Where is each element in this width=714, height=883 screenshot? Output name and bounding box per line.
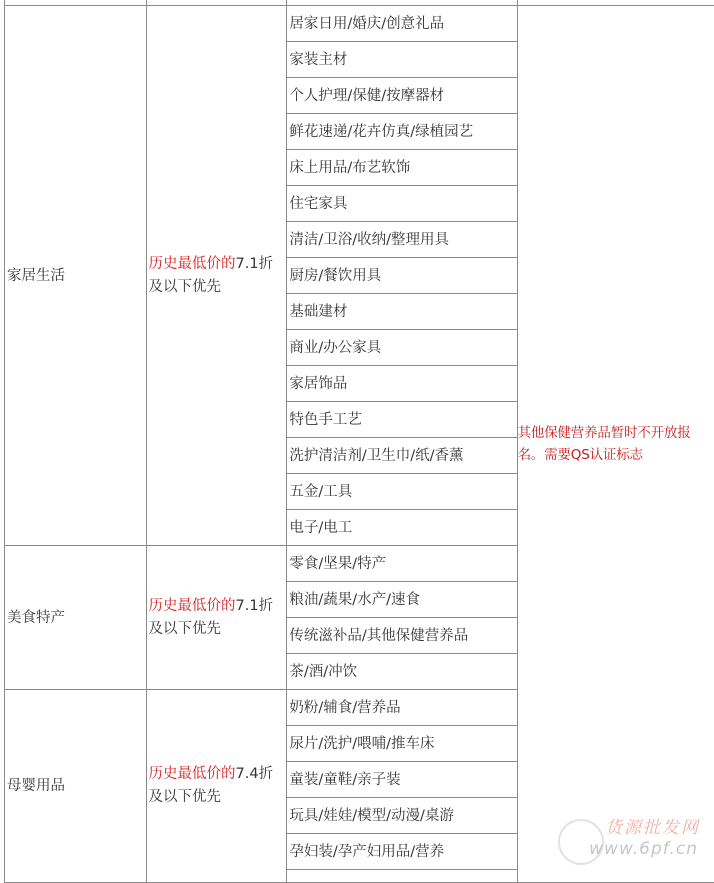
subcategory-item: 家装主材 bbox=[287, 42, 517, 78]
condition-red-text: 历史最低价的 bbox=[149, 256, 236, 272]
subcategory-item: 特色手工艺 bbox=[287, 402, 517, 438]
subcategory-item: 奶粉/辅食/营养品 bbox=[287, 690, 517, 726]
subcategory-item: 洗护清洁剂/卫生巾/纸/香薰 bbox=[287, 438, 517, 474]
condition-cell bbox=[146, 6, 287, 546]
subcategory-item: 基础建材 bbox=[287, 294, 517, 330]
watermark-bottom-text: www.6pf.cn bbox=[589, 839, 698, 859]
subcategory-item: 厨房/餐饮用具 bbox=[287, 258, 517, 294]
watermark-top-text: 货源批发网 bbox=[605, 813, 700, 838]
subcategory-item: 鲜花速递/花卉仿真/绿植园艺 bbox=[287, 114, 517, 150]
condition-rest: 及以下优先 bbox=[149, 789, 222, 805]
subcategory-item: 零食/坚果/特产 bbox=[287, 546, 517, 582]
subcategory-item: 孕妇装/孕产妇用品/营养 bbox=[287, 834, 517, 870]
note-text: 其他保健营养品暂时不开放报名。需要QS认证标志 bbox=[518, 425, 691, 463]
watermark bbox=[554, 811, 704, 867]
subcategory-item: 住宅家具 bbox=[287, 186, 517, 222]
subcategory-item: 粮油/蔬果/水产/速食 bbox=[287, 582, 517, 618]
condition-rest: 及以下优先 bbox=[149, 621, 222, 637]
subcategory-item: 传统滋补品/其他保健营养品 bbox=[287, 618, 517, 654]
subcategory-item: 玩具/娃娃/模型/动漫/桌游 bbox=[287, 798, 517, 834]
condition-rate: 7.1折 bbox=[236, 598, 274, 614]
category-cell: 美食特产 bbox=[5, 546, 147, 690]
condition-red-text: 历史最低价的 bbox=[149, 766, 236, 782]
subcategory-item: 居家日用/婚庆/创意礼品 bbox=[287, 6, 517, 42]
subcategory-item: 清洁/卫浴/收纳/整理用具 bbox=[287, 222, 517, 258]
subcategory-item: 电子/电工 bbox=[287, 510, 517, 546]
subcategory-item: 茶/酒/冲饮 bbox=[287, 654, 517, 690]
condition-rate: 7.1折 bbox=[236, 256, 274, 272]
category-table bbox=[4, 0, 714, 883]
condition-rate: 7.4折 bbox=[236, 766, 274, 782]
note-cell bbox=[517, 6, 714, 883]
table-row bbox=[5, 6, 714, 42]
subcategory-item: 五金/工具 bbox=[287, 474, 517, 510]
subcategory-item: 床上用品/布艺软饰 bbox=[287, 150, 517, 186]
subcategory-item: 童装/童鞋/亲子装 bbox=[287, 762, 517, 798]
subcategory-item: 个人护理/保健/按摩器材 bbox=[287, 78, 517, 114]
category-cell: 家居生活 bbox=[5, 6, 147, 546]
condition-cell bbox=[146, 690, 287, 883]
condition-cell bbox=[146, 546, 287, 690]
condition-red-text: 历史最低价的 bbox=[149, 598, 236, 614]
category-cell: 母婴用品 bbox=[5, 690, 147, 883]
subcategory-item: 家居饰品 bbox=[287, 366, 517, 402]
condition-rest: 及以下优先 bbox=[149, 279, 222, 295]
subcategory-item: 商业/办公家具 bbox=[287, 330, 517, 366]
subcategory-item: 尿片/洗护/喂哺/推车床 bbox=[287, 726, 517, 762]
